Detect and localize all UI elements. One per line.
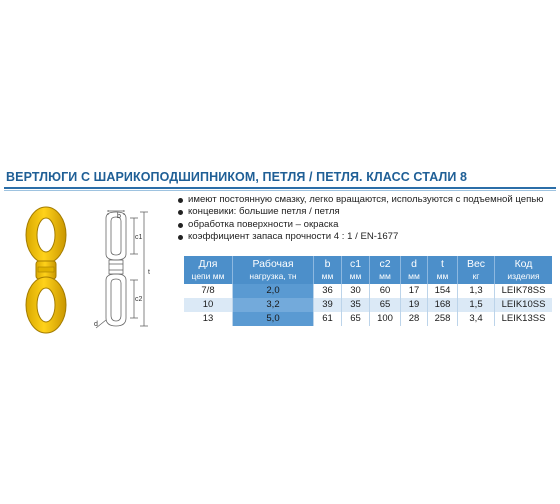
feature-item: имеют постоянную смазку, легко вращаются, используются с подъемной цепью <box>176 194 544 206</box>
table-row <box>184 298 552 312</box>
col-header-b: b мм <box>314 256 342 284</box>
table-cell: 60 <box>370 284 401 298</box>
spec-table <box>184 256 552 326</box>
table-cell: 3,2 <box>233 298 314 312</box>
label-c1: c1 <box>135 234 143 241</box>
col-header-code: Код изделия <box>495 256 553 284</box>
title-underline-thin <box>4 190 556 191</box>
col-header-chain: Для цепи мм <box>184 256 233 284</box>
page-title: ВЕРТЛЮГИ С ШАРИКОПОДШИПНИКОМ, ПЕТЛЯ / ПЕТЛЯ. КЛАСС СТАЛИ 8 <box>6 170 468 184</box>
table-cell: 154 <box>428 284 458 298</box>
table-cell: LEIK10SS <box>495 298 553 312</box>
feature-item: концевики: большие петля / петля <box>176 206 544 218</box>
label-b: b <box>117 213 121 220</box>
label-c2: c2 <box>135 296 143 303</box>
table-cell: 1,3 <box>458 284 495 298</box>
table-cell: 28 <box>401 312 428 326</box>
table-cell: 5,0 <box>233 312 314 326</box>
table-cell: 168 <box>428 298 458 312</box>
table-cell: 39 <box>314 298 342 312</box>
title-underline <box>4 187 556 189</box>
label-d: d <box>94 321 98 328</box>
col-header-c2: c2 мм <box>370 256 401 284</box>
table-cell: 17 <box>401 284 428 298</box>
table-cell: 1,5 <box>458 298 495 312</box>
table-cell: LEIK78SS <box>495 284 553 298</box>
col-header-d: d мм <box>401 256 428 284</box>
table-cell: 2,0 <box>233 284 314 298</box>
col-header-load: Рабочая нагрузка, тн <box>233 256 314 284</box>
table-cell: 7/8 <box>184 284 233 298</box>
label-t: t <box>148 269 150 276</box>
swivel-drawing <box>92 208 170 332</box>
table-cell: 36 <box>314 284 342 298</box>
table-cell: 35 <box>342 298 370 312</box>
table-cell: 10 <box>184 298 233 312</box>
table-header-row <box>184 256 552 284</box>
col-header-t: t мм <box>428 256 458 284</box>
feature-item: обработка поверхности – окраска <box>176 219 544 231</box>
feature-list <box>176 194 544 244</box>
table-cell: 61 <box>314 312 342 326</box>
feature-item: коэффициент запаса прочности 4 : 1 / EN-1677 <box>176 231 544 243</box>
col-header-c1: c1 мм <box>342 256 370 284</box>
table-cell: 258 <box>428 312 458 326</box>
table-row <box>184 312 552 326</box>
table-row <box>184 284 552 298</box>
table-cell: 100 <box>370 312 401 326</box>
table-cell: LEIK13SS <box>495 312 553 326</box>
col-header-weight: Вес кг <box>458 256 495 284</box>
table-cell: 3,4 <box>458 312 495 326</box>
table-cell: 19 <box>401 298 428 312</box>
table-cell: 13 <box>184 312 233 326</box>
swivel-photo <box>22 205 70 335</box>
table-cell: 30 <box>342 284 370 298</box>
table-cell: 65 <box>370 298 401 312</box>
table-cell: 65 <box>342 312 370 326</box>
